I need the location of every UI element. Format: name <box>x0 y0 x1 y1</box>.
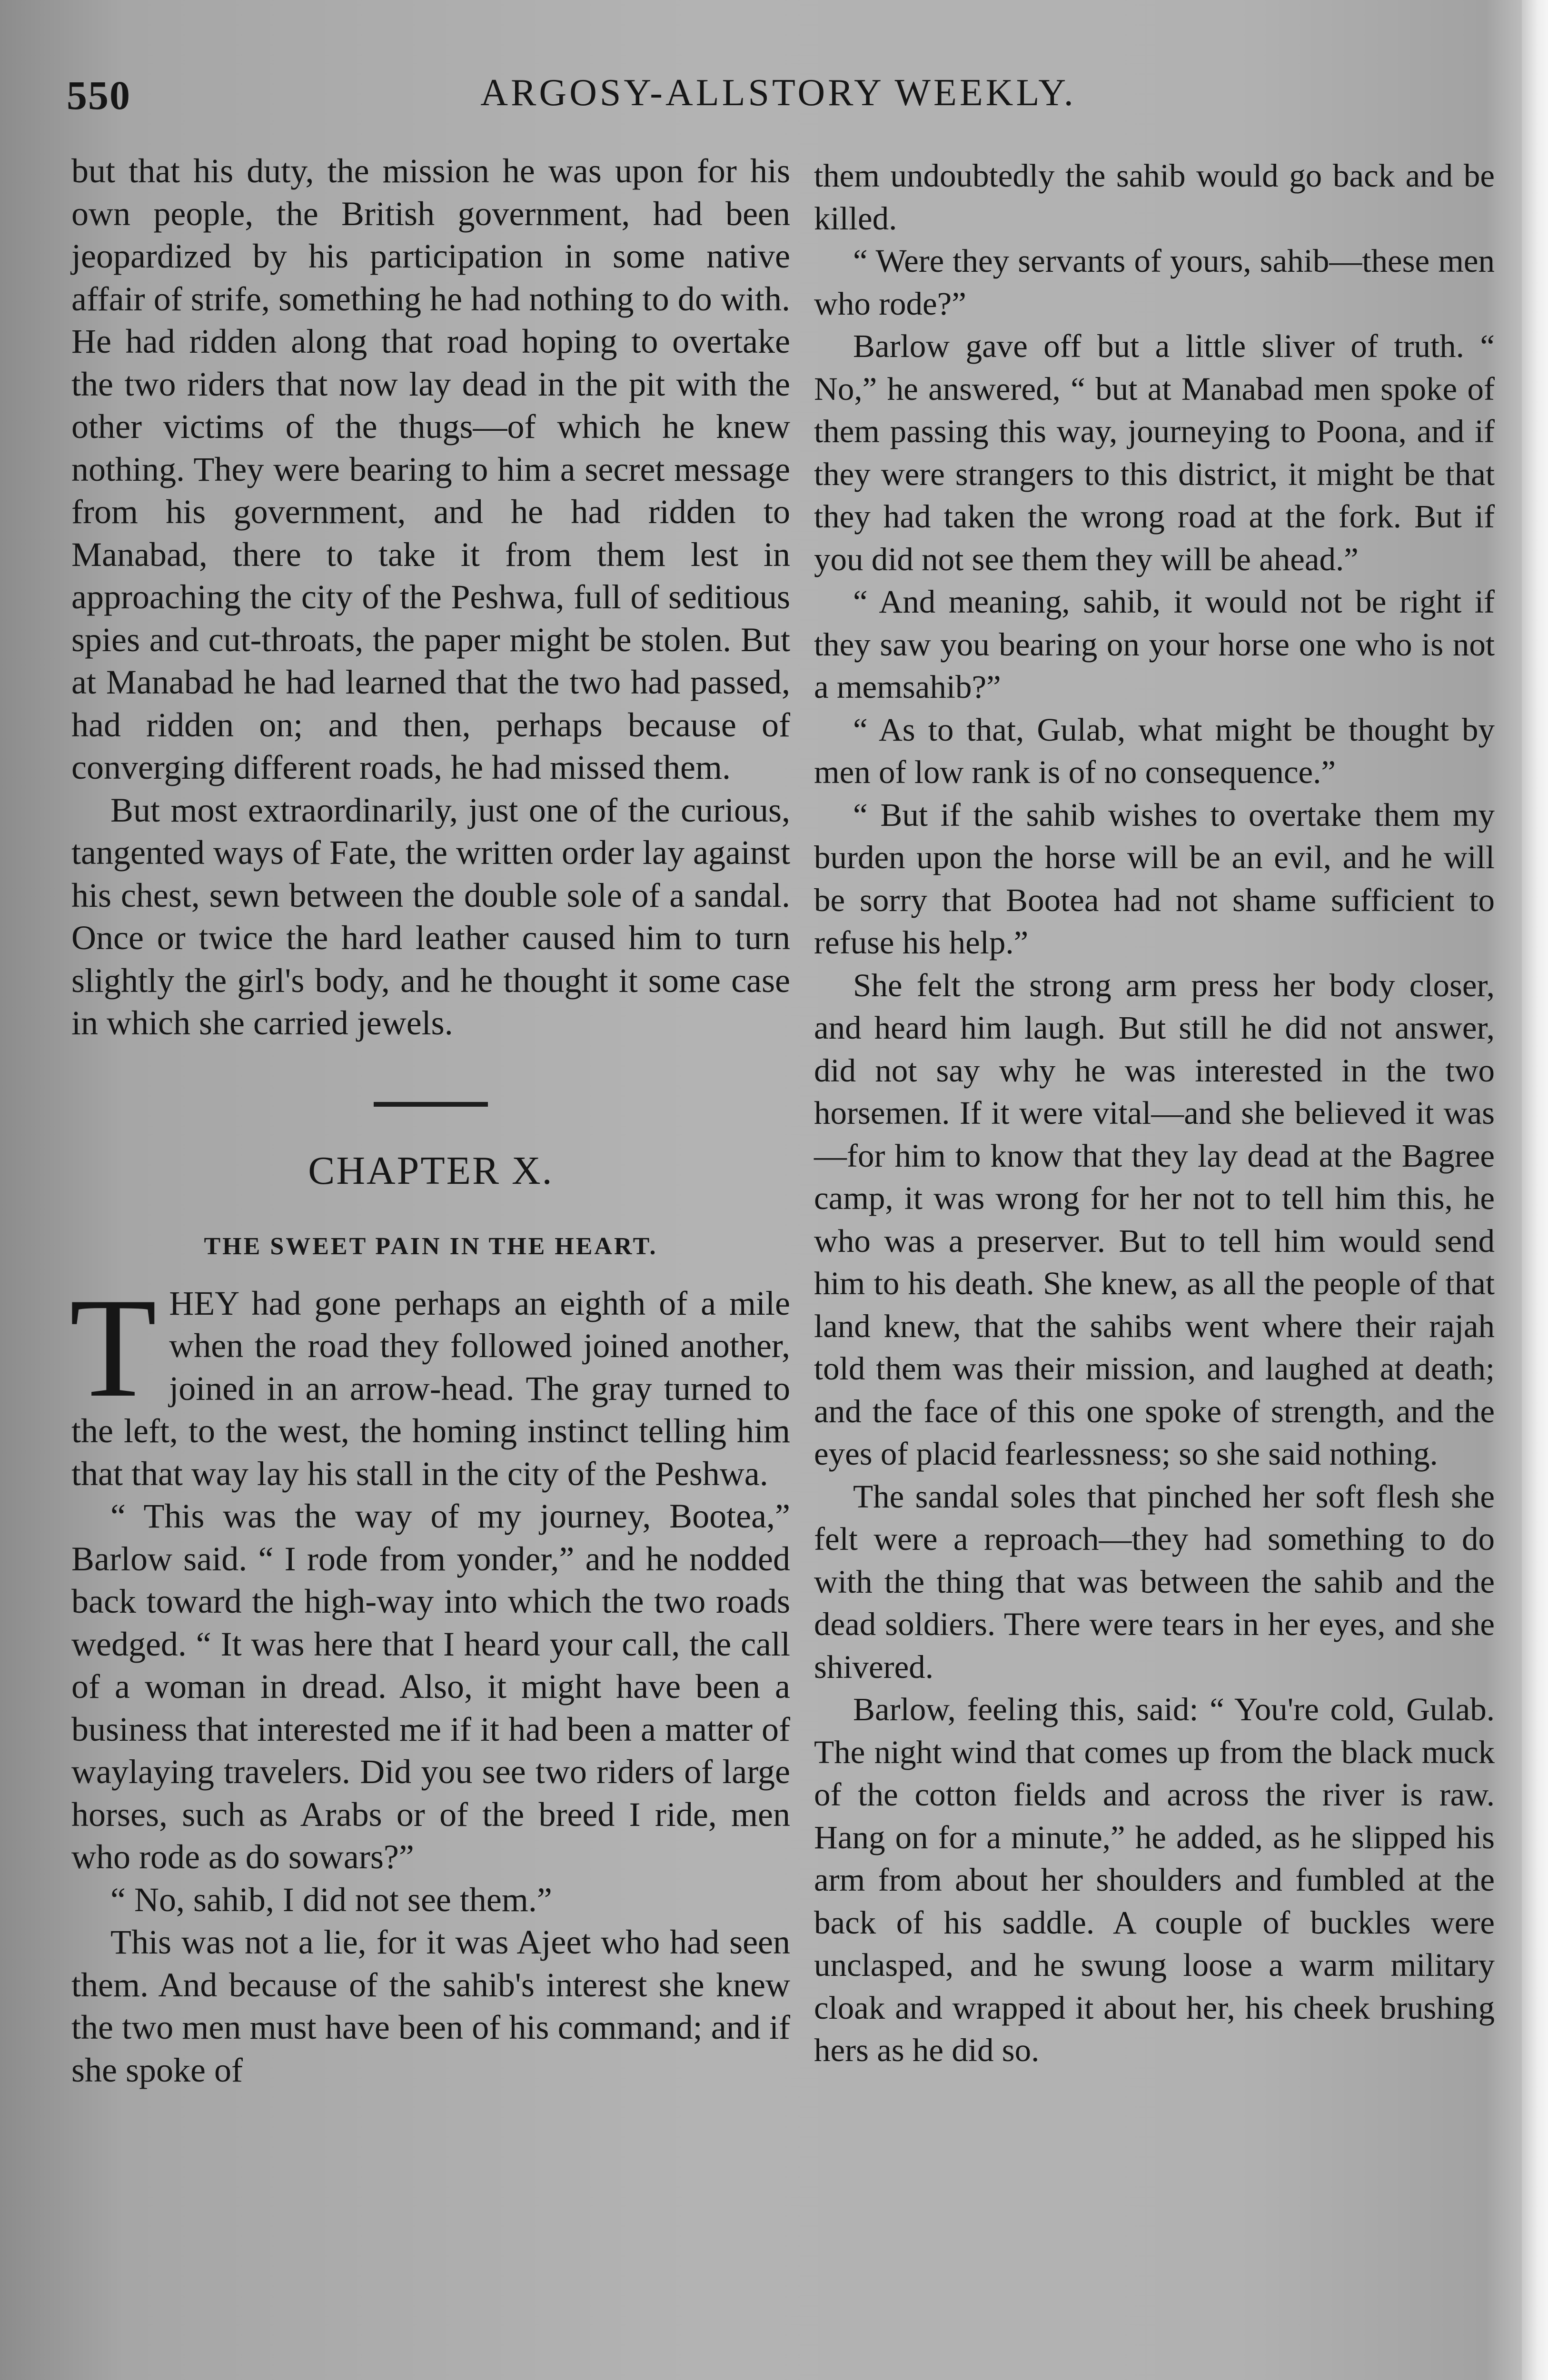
chapter-subtitle: THE SWEET PAIN IN THE HEART. <box>204 1233 658 1260</box>
chapter-title: CHAPTER X. <box>308 1148 554 1193</box>
paragraph: Barlow gave off but a little sliver of truth. “ No,” he answered, “ but at Manabad men spoke of them passing this way, journeying to Poona, and if they were strangers to this district, it might be that they had taken the wrong road at the fork. But if you did not see them they will be ahead.” <box>814 328 1495 577</box>
opening-text: HEY had gone perhaps an eighth of a mile when the road they followed joined another, joined in an arrow-head. The gray turned to the left, to the west, the homing instinct telling him that that way lay his stall in the city of the Peshwa. <box>71 1284 790 1493</box>
paragraph: “ This was the way of my journey, Bootea,” Barlow said. “ I rode from yonder,” and he nodded back toward the high-way into which the two roads wedged. “ It was here that I heard your call, the call of a woman in dread. Also, it might have been a business that interested me if it had been a matter of waylaying travelers. Did you see two riders of large horses, such as Arabs or of the breed I ride, men who rode as do sowars?” <box>71 1497 790 1876</box>
paragraph: But most extraordinarily, just one of the curious, tangented ways of Fate, the written order lay against his chest, sewn between the double sole of a sandal. Once or twice the hard leather caused him to turn slightly the girl's body, and he thought it some case in which she carried jewels. <box>71 791 790 1042</box>
paragraph: Barlow, feeling this, said: “ You're cold, Gulab. The night wind that comes up from the black muck of the cotton fields and across the river is raw. Hang on for a minute,” he added, as he slipped his arm from about her shoulders and fumbled at the back of his saddle. A couple of buckles were unclasped, and he swung loose a warm military cloak and wrapped it about her, his cheek brushing hers as he did so. <box>814 1691 1495 2068</box>
section-divider <box>374 1102 488 1107</box>
paragraph: “ No, sahib, I did not see them.” <box>110 1880 552 1919</box>
paragraph: “ But if the sahib wishes to overtake them my burden upon the horse will be an evil, and he will be sorry that Bootea had not shame sufficient to refuse his help.” <box>814 796 1495 961</box>
paragraph: She felt the strong arm press her body closer, and heard him laugh. But still he did not answer, did not say why he was interested in the two horsemen. If it were vital—and she believed it was—for him to know that they lay dead at the Bagree camp, it was wrong for her not to tell him this, he who was a preserver. But to tell him would send him to his death. She knew, as all the people of that land knew, that the sahibs went where their rajah told them was their mission, and laughed at death; and the face of this one spoke of strength, and the eyes of placid fearlessness; so she said nothing. <box>814 967 1495 1472</box>
running-head: ARGOSY-ALLSTORY WEEKLY. <box>480 72 1076 114</box>
paragraph: but that his duty, the mission he was upon for his own people, the British government, had been jeopardized by his participation in some native affair of strife, something he had nothing to do with. He had ridden along that road hoping to overtake the two riders that now lay dead in the pit with the other victims of the thugs—of which he knew nothing. They were bearing to him a secret message from his government, and he had ridden to Manabad, there to take it from them lest in approaching the city of the Peshwa, full of seditious spies and cut-throats, the paper might be stolen. But at Manabad he had learned that the two had passed, had ridden on; and then, perhaps because of converging different roads, he had missed them. <box>71 152 790 786</box>
left-column <box>71 150 790 2092</box>
paragraph: them undoubtedly the sahib would go back and be killed. <box>814 158 1495 237</box>
paragraph: This was not a lie, for it was Ajeet who had seen them. And because of the sahib's interest she knew the two men must have been of his command; and if she spoke of <box>71 1923 790 2089</box>
right-column <box>814 155 1495 2072</box>
paragraph: “ As to that, Gulab, what might be thought by men of low rank is of no consequence.” <box>814 711 1495 790</box>
page-number: 550 <box>67 72 131 118</box>
paragraph: The sandal soles that pinched her soft flesh she felt were a reproach—they had something to do with the thing that was between the sahib and the dead soldiers. There were tears in her eyes, and she shivered. <box>814 1478 1495 1685</box>
drop-cap: T <box>69 1268 157 1427</box>
chapter-opening-paragraph <box>69 1268 790 1496</box>
page-header <box>67 71 1490 124</box>
paragraph: “ Were they servants of yours, sahib—these men who rode?” <box>814 243 1495 322</box>
page-edge-shadow <box>1522 0 1548 2380</box>
paragraph: “ And meaning, sahib, it would not be right if they saw you bearing on your horse one who is not a memsahib?” <box>814 584 1495 705</box>
